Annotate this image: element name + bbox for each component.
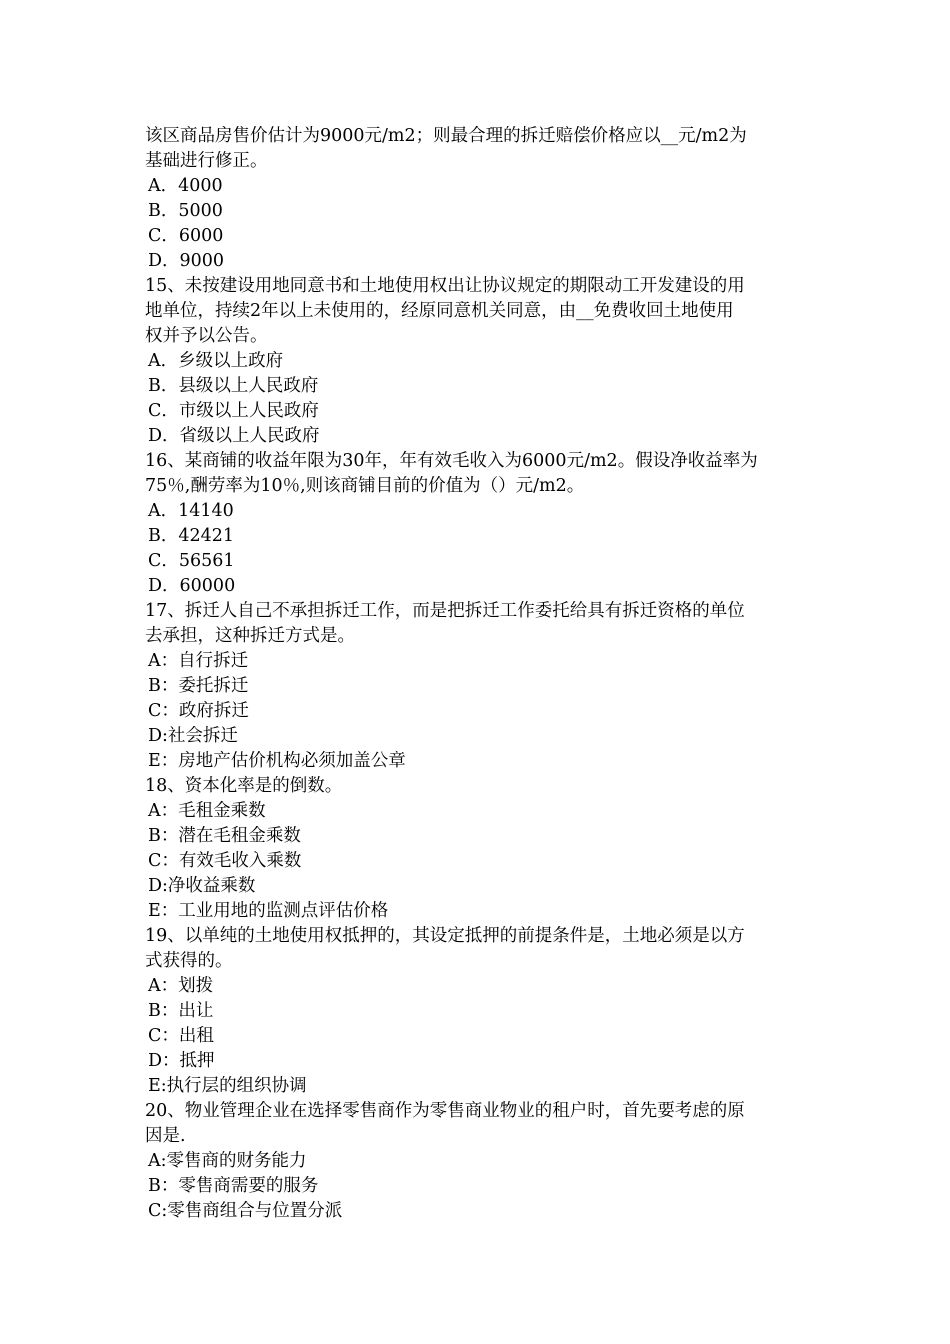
question-text-line: 17、拆迁人自己不承担拆迁工作，而是把拆迁工作委托给具有拆迁资格的单位 <box>145 601 745 621</box>
question-text-line: 式获得的。 <box>145 951 233 971</box>
question-text-line: 16、某商铺的收益年限为30年，年有效毛收入为6000元/m2。假设净收益率为 <box>145 451 758 471</box>
answer-option-line: E：工业用地的监测点评估价格 <box>148 901 389 921</box>
answer-option-line: A：自行拆迁 <box>148 651 249 671</box>
question-text-line: 15、未按建设用地同意书和土地使用权出让协议规定的期限动工开发建设的用 <box>145 276 745 296</box>
answer-option-line: A：毛租金乘数 <box>148 801 266 821</box>
answer-option-line: D:净收益乘数 <box>148 876 256 896</box>
answer-option-line: D．省级以上人民政府 <box>148 426 320 446</box>
question-text-line: 地单位，持续2年以上未使用的，经原同意机关同意，由__免费收回土地使用 <box>145 301 734 321</box>
question-text-line: 去承担，这种拆迁方式是。 <box>145 626 355 646</box>
answer-option-line: D．60000 <box>148 576 236 596</box>
question-text-line: 基础进行修正。 <box>145 151 268 171</box>
question-text-line: 该区商品房售价估计为9000元/m2；则最合理的拆迁赔偿价格应以__元/m2为 <box>145 126 747 146</box>
answer-option-line: C．市级以上人民政府 <box>148 401 319 421</box>
question-text-line: 18、资本化率是的倒数。 <box>145 776 343 796</box>
answer-option-line: B．42421 <box>148 526 235 546</box>
answer-option-line: B．5000 <box>148 201 223 221</box>
answer-option-line: A：划拨 <box>148 976 214 996</box>
answer-option-line: C．56561 <box>148 551 235 571</box>
question-text-line: 权并予以公告。 <box>145 326 268 346</box>
answer-option-line: B：出让 <box>148 1001 214 1021</box>
answer-option-line: C：出租 <box>148 1026 214 1046</box>
answer-option-line: B．县级以上人民政府 <box>148 376 319 396</box>
answer-option-line: C:零售商组合与位置分派 <box>148 1201 343 1221</box>
answer-option-line: A:零售商的财务能力 <box>148 1151 307 1171</box>
answer-option-line: E：房地产估价机构必须加盖公章 <box>148 751 406 771</box>
answer-option-line: C：政府拆迁 <box>148 701 249 721</box>
question-text-line: 因是. <box>145 1126 186 1146</box>
answer-option-line: D：抵押 <box>148 1051 215 1071</box>
answer-option-line: B：零售商需要的服务 <box>148 1176 319 1196</box>
document-body <box>145 124 815 1224</box>
answer-option-line: C．6000 <box>148 226 224 246</box>
answer-option-line: B：潜在毛租金乘数 <box>148 826 301 846</box>
answer-option-line: A．乡级以上政府 <box>148 351 284 371</box>
answer-option-line: A．14140 <box>148 501 234 521</box>
answer-option-line: C：有效毛收入乘数 <box>148 851 302 871</box>
question-text-line: 19、以单纯的土地使用权抵押的，其设定抵押的前提条件是，土地必须是以方 <box>145 926 745 946</box>
answer-option-line: E:执行层的组织协调 <box>148 1076 307 1096</box>
answer-option-line: A．4000 <box>148 176 223 196</box>
document-page <box>145 124 815 1224</box>
answer-option-line: D．9000 <box>148 251 225 271</box>
question-text-line: 20、物业管理企业在选择零售商作为零售商业物业的租户时，首先要考虑的原 <box>145 1101 745 1121</box>
answer-option-line: D:社会拆迁 <box>148 726 238 746</box>
question-text-line: 75％,酬劳率为10％,则该商铺目前的价值为（）元/m2。 <box>145 476 585 496</box>
answer-option-line: B：委托拆迁 <box>148 676 249 696</box>
